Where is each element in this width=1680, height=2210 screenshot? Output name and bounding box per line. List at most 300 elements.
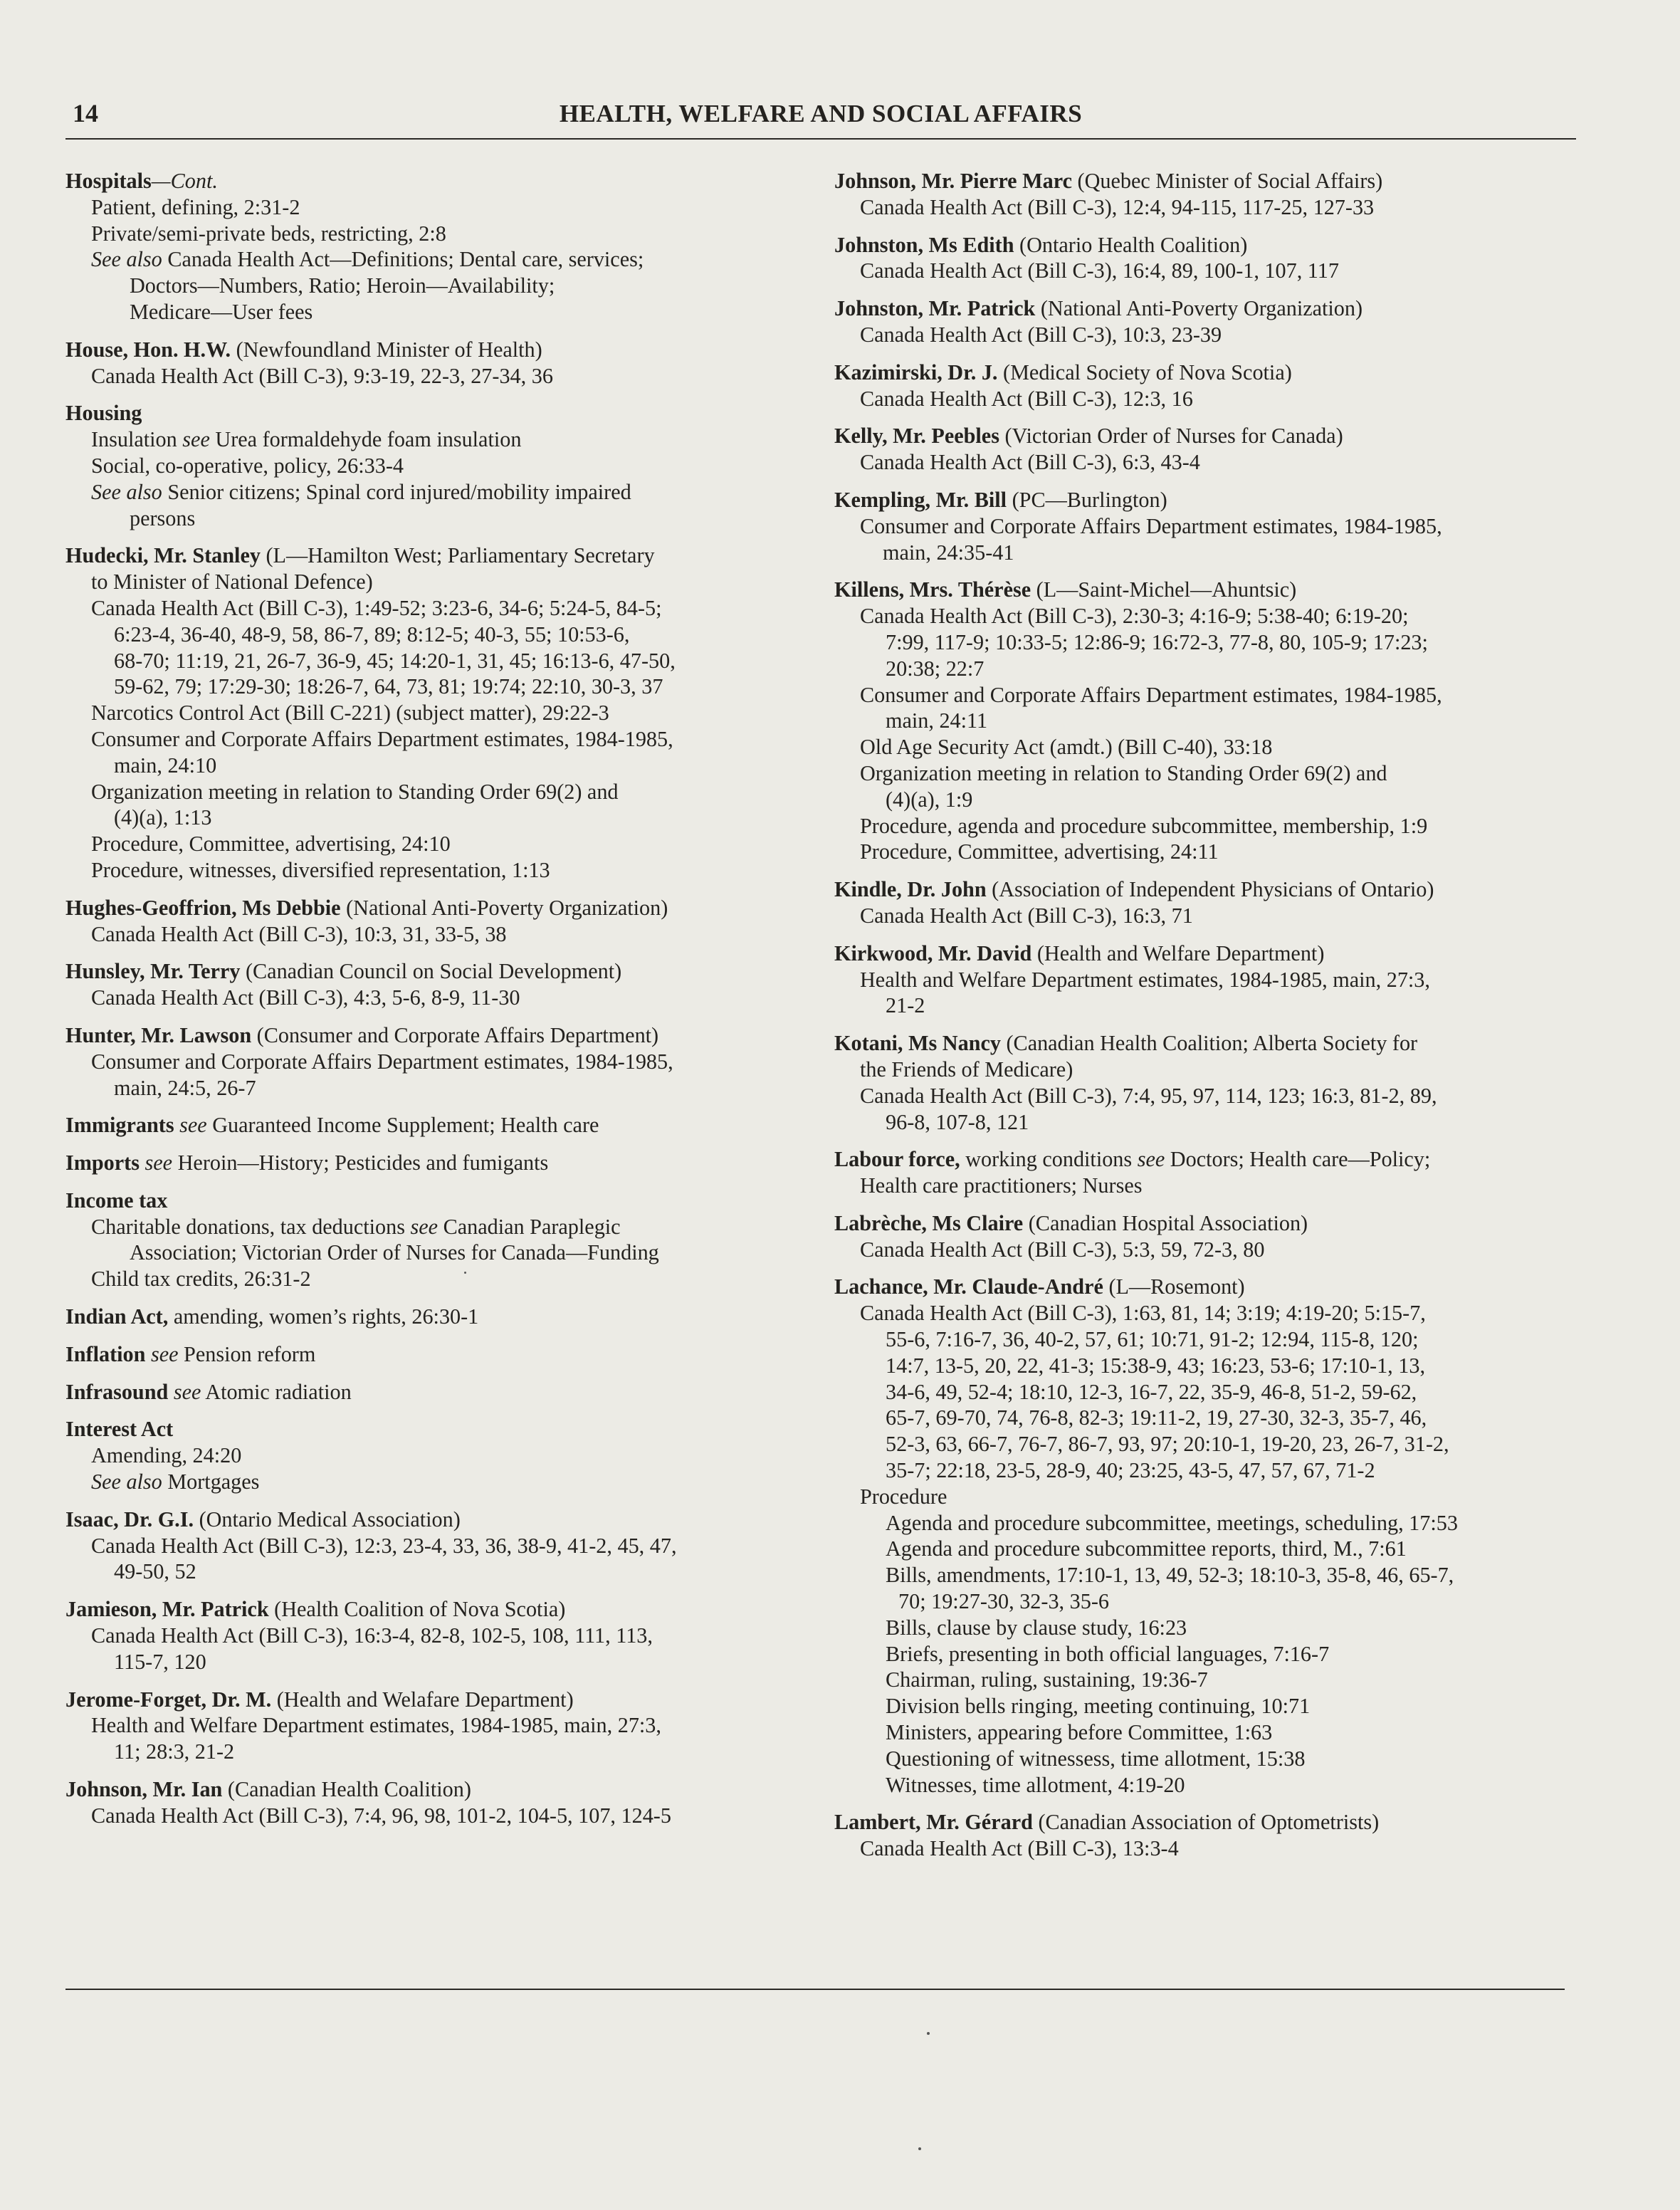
index-heading-line bbox=[65, 1022, 820, 1049]
index-heading-line bbox=[65, 543, 820, 569]
cross-reference-target: Doctors; Health care—Policy; bbox=[1165, 1147, 1431, 1172]
index-subentry-line bbox=[834, 1772, 1582, 1798]
subentry-text: Consumer and Corporate Affairs Department estimates, 1984-1985, bbox=[860, 513, 1442, 538]
subentry-text: Procedure, Committee, advertising, 24:11 bbox=[860, 839, 1219, 864]
subentry-text: main, 24:11 bbox=[886, 708, 988, 733]
index-entry bbox=[834, 1274, 1582, 1798]
index-heading: Lachance, Mr. Claude-André bbox=[834, 1274, 1103, 1299]
index-entry bbox=[834, 360, 1582, 412]
index-subentry-line bbox=[834, 1588, 1582, 1615]
index-subentry-line bbox=[834, 1484, 1582, 1510]
subentry-text: main, 24:5, 26-7 bbox=[114, 1075, 256, 1100]
index-heading-line bbox=[65, 168, 820, 194]
subentry-text: Organization meeting in relation to Standing Order 69(2) and bbox=[860, 760, 1387, 785]
heading-detail: (Canadian Health Coalition) bbox=[222, 1777, 471, 1802]
subentry-text: Canada Health Act (Bill C-3), 2:30-3; 4:16-9; 5:38-40; 6:19-20; bbox=[860, 604, 1409, 629]
index-entry bbox=[834, 577, 1582, 865]
index-subentry-line bbox=[834, 1719, 1582, 1746]
index-heading-line bbox=[65, 895, 820, 921]
index-heading: Kempling, Mr. Bill bbox=[834, 487, 1007, 512]
index-subentry-line bbox=[65, 921, 820, 948]
index-subentry-line bbox=[65, 753, 820, 779]
index-heading-line bbox=[65, 1304, 820, 1330]
index-heading-line bbox=[834, 295, 1582, 322]
index-heading: Lambert, Mr. Gérard bbox=[834, 1810, 1033, 1835]
index-heading: Kazimirski, Dr. J. bbox=[834, 360, 998, 384]
subentry-text: 14:7, 13-5, 20, 22, 41-3; 15:38-9, 43; 16:23, 53-6; 17:10-1, 13, bbox=[886, 1353, 1426, 1378]
index-subentry-line bbox=[65, 1559, 820, 1585]
subentry-text: Canada Health Act (Bill C-3), 5:3, 59, 72-3, 80 bbox=[860, 1237, 1265, 1262]
index-entry bbox=[834, 295, 1582, 348]
subentry-text: 52-3, 63, 66-7, 76-7, 86-7, 93, 97; 20:10-1, 19-20, 23, 26-7, 31-2, bbox=[886, 1432, 1449, 1457]
heading-detail bbox=[145, 1342, 151, 1366]
index-subentry-line bbox=[834, 656, 1582, 682]
subentry-text: Social, co-operative, policy, 26:33-4 bbox=[91, 453, 404, 478]
index-subentry-line bbox=[65, 857, 820, 884]
subentry-text: Canada Health Act (Bill C-3), 7:4, 95, 97, 114, 123; 16:3, 81-2, 89, bbox=[860, 1083, 1437, 1108]
subentry-text: Canada Health Act (Bill C-3), 16:3, 71 bbox=[860, 903, 1193, 928]
index-subentry-line bbox=[834, 1835, 1582, 1862]
subentry-text: 59-62, 79; 17:29-30; 18:26-7, 64, 73, 81; 19:74; 22:10, 30-3, 37 bbox=[114, 674, 663, 699]
heading-detail: (Health and Welafare Department) bbox=[271, 1687, 574, 1712]
index-subentry-line bbox=[834, 760, 1582, 787]
index-subentry-line bbox=[65, 1240, 820, 1266]
subentry-text: the Friends of Medicare) bbox=[860, 1057, 1073, 1082]
heading-detail bbox=[168, 1380, 174, 1404]
subentry-text: Canada Health Act (Bill C-3), 6:3, 43-4 bbox=[860, 450, 1200, 475]
cross-reference-marker: see bbox=[410, 1214, 439, 1239]
subentry-text: 35-7; 22:18, 23-5, 28-9, 40; 23:25, 43-5, 47, 57, 67, 71-2 bbox=[886, 1458, 1375, 1483]
subentry-text: Canada Health Act (Bill C-3), 12:3, 23-4, 33, 36, 38-9, 41-2, 45, 47, bbox=[91, 1533, 677, 1558]
heading-detail: (Canadian Association of Optometrists) bbox=[1032, 1810, 1380, 1835]
subentry-text: Procedure, witnesses, diversified representation, 1:13 bbox=[91, 857, 550, 882]
subentry-text: Health and Welfare Department estimates, 1984-1985, main, 27:3, bbox=[860, 967, 1430, 992]
index-entry bbox=[65, 1596, 820, 1675]
index-subentry-line bbox=[834, 1615, 1582, 1641]
subentry-text: 49-50, 52 bbox=[114, 1559, 196, 1584]
index-heading: Johnson, Mr. Ian bbox=[65, 1777, 223, 1802]
cross-reference-marker: —Cont. bbox=[151, 169, 218, 193]
subentry-text: Canada Health Act (Bill C-3), 1:63, 81, 14; 3:19; 4:19-20; 5:15-7, bbox=[860, 1301, 1426, 1326]
index-heading-line bbox=[834, 232, 1582, 258]
heading-detail: (National Anti-Poverty Organization) bbox=[340, 895, 668, 920]
index-heading: Kindle, Dr. John bbox=[834, 877, 987, 902]
subentry-text: 115-7, 120 bbox=[114, 1649, 206, 1674]
index-subentry-line bbox=[834, 1746, 1582, 1772]
index-heading: Kelly, Mr. Peebles bbox=[834, 424, 999, 449]
subentry-text: Canada Health Act (Bill C-3), 7:4, 96, 98, 101-2, 104-5, 107, 124-5 bbox=[91, 1803, 671, 1828]
index-subentry-line bbox=[65, 1442, 820, 1469]
subentry-text: Mortgages bbox=[162, 1470, 260, 1494]
index-heading-line bbox=[834, 941, 1582, 967]
index-subentry-line bbox=[834, 629, 1582, 656]
index-subentry-line bbox=[834, 967, 1582, 993]
subentry-text: Canada Health Act (Bill C-3), 13:3-4 bbox=[860, 1836, 1179, 1861]
index-heading-line bbox=[65, 1776, 820, 1803]
index-entry bbox=[834, 487, 1582, 565]
subentry-text: Doctors—Numbers, Ratio; Heroin—Availability; bbox=[130, 273, 555, 298]
index-heading: Johnson, Mr. Pierre Marc bbox=[834, 169, 1072, 193]
index-subentry-line bbox=[65, 221, 820, 247]
index-entry bbox=[65, 1022, 820, 1101]
subentry-text: to Minister of National Defence) bbox=[91, 570, 373, 595]
index-heading-line bbox=[834, 1210, 1582, 1237]
index-heading-line bbox=[834, 360, 1582, 386]
subentry-text: Medicare—User fees bbox=[130, 299, 313, 324]
heading-detail: working conditions bbox=[960, 1147, 1138, 1172]
index-heading-line bbox=[65, 1188, 820, 1214]
subentry-text: Division bells ringing, meeting continuing, 10:71 bbox=[886, 1694, 1311, 1719]
subentry-text: Association; Victorian Order of Nurses for Canada—Funding bbox=[130, 1240, 659, 1265]
index-heading-line bbox=[65, 400, 820, 426]
index-entry bbox=[65, 1188, 820, 1292]
subentry-text: (4)(a), 1:9 bbox=[886, 787, 973, 812]
heading-detail: (Ontario Medical Association) bbox=[194, 1507, 461, 1531]
index-entry bbox=[65, 168, 820, 325]
index-subentry-line bbox=[65, 1214, 820, 1240]
index-heading: Hudecki, Mr. Stanley bbox=[65, 543, 261, 568]
index-subentry-line bbox=[834, 1083, 1582, 1109]
index-subentry-line bbox=[834, 993, 1582, 1019]
index-heading: Hospitals bbox=[65, 169, 152, 193]
subentry-text: 20:38; 22:7 bbox=[886, 656, 985, 681]
subentry-text: 11; 28:3, 21-2 bbox=[114, 1739, 235, 1764]
index-subentry-line bbox=[65, 726, 820, 753]
subentry-text: Consumer and Corporate Affairs Department estimates, 1984-1985, bbox=[860, 682, 1442, 707]
index-heading-line bbox=[65, 1507, 820, 1533]
index-subentry-line bbox=[834, 603, 1582, 629]
cross-reference-marker: See also bbox=[91, 247, 162, 272]
index-heading: Hughes-Geoffrion, Ms Debbie bbox=[65, 895, 341, 920]
subentry-text: Witnesses, time allotment, 4:19-20 bbox=[886, 1772, 1185, 1797]
heading-detail: (Canadian Hospital Association) bbox=[1023, 1210, 1308, 1235]
subentry-text: Amending, 24:20 bbox=[91, 1443, 242, 1468]
cross-reference-marker: see bbox=[173, 1379, 201, 1404]
subentry-text: Canada Health Act (Bill C-3), 1:49-52; 3:23-6, 34-6; 5:24-5, 84-5; bbox=[91, 595, 662, 620]
index-subentry-line bbox=[65, 1623, 820, 1649]
index-subentry-line bbox=[834, 513, 1582, 540]
subentry-text: Procedure, Committee, advertising, 24:10 bbox=[91, 832, 451, 857]
index-subentry-line bbox=[834, 1641, 1582, 1667]
subentry-text: 96-8, 107-8, 121 bbox=[886, 1109, 1029, 1134]
heading-detail: (Newfoundland Minister of Health) bbox=[231, 337, 542, 362]
heading-detail: (Canadian Health Coalition; Alberta Society for bbox=[1000, 1031, 1418, 1056]
subentry-text: Consumer and Corporate Affairs Department estimates, 1984-1985, bbox=[91, 726, 673, 751]
index-heading-line bbox=[834, 1146, 1582, 1173]
subentry-text: Canada Health Act (Bill C-3), 9:3-19, 22-3, 27-34, 36 bbox=[91, 363, 553, 388]
cross-reference-target: Canadian Paraplegic bbox=[438, 1214, 621, 1239]
footer-rule bbox=[65, 1989, 1565, 1990]
cross-reference-marker: see bbox=[179, 1113, 207, 1138]
index-subentry-line bbox=[834, 386, 1582, 412]
index-heading: Labour force, bbox=[834, 1147, 960, 1172]
index-heading-line bbox=[65, 1379, 820, 1405]
index-entry bbox=[834, 423, 1582, 476]
index-heading-line bbox=[65, 1687, 820, 1713]
index-entry bbox=[834, 1210, 1582, 1263]
cross-reference-target: Atomic radiation bbox=[201, 1379, 352, 1404]
index-subentry-line bbox=[65, 246, 820, 273]
subentry-text: Patient, defining, 2:31-2 bbox=[91, 194, 300, 219]
index-subentry-line bbox=[65, 506, 820, 532]
heading-detail: (Medical Society of Nova Scotia) bbox=[997, 360, 1292, 384]
index-subentry-line bbox=[834, 258, 1582, 284]
heading-detail: (Health Coalition of Nova Scotia) bbox=[268, 1597, 566, 1622]
index-subentry-line bbox=[65, 1803, 820, 1829]
index-subentry-line bbox=[65, 831, 820, 857]
heading-detail: (PC—Burlington) bbox=[1007, 487, 1167, 512]
index-entry bbox=[65, 1687, 820, 1765]
cross-reference-target: Heroin—History; Pesticides and fumigants bbox=[172, 1151, 549, 1175]
subentry-text: Questioning of witnessess, time allotment, 15:38 bbox=[886, 1746, 1306, 1771]
cross-reference-marker: see bbox=[1137, 1147, 1165, 1172]
index-heading: Infrasound bbox=[65, 1379, 169, 1404]
index-subentry-line bbox=[65, 805, 820, 831]
index-subentry-line bbox=[65, 569, 820, 595]
cross-reference-marker: see bbox=[182, 427, 210, 452]
heading-detail: (Association of Independent Physicians of Ontario) bbox=[986, 877, 1434, 902]
index-subentry-line bbox=[834, 1109, 1582, 1136]
index-entry bbox=[65, 543, 820, 883]
index-subentry-line bbox=[65, 1739, 820, 1765]
index-heading: Interest Act bbox=[65, 1417, 174, 1442]
subentry-text: Chairman, ruling, sustaining, 19:36-7 bbox=[886, 1667, 1208, 1692]
index-column-left bbox=[65, 168, 820, 1840]
index-entry bbox=[65, 895, 820, 948]
index-subentry-line bbox=[834, 1693, 1582, 1719]
index-subentry-line bbox=[65, 194, 820, 221]
index-heading-line bbox=[65, 1150, 820, 1176]
index-entry bbox=[834, 1146, 1582, 1199]
subentry-text: Canada Health Act (Bill C-3), 12:3, 16 bbox=[860, 386, 1193, 411]
index-subentry-line bbox=[834, 1405, 1582, 1431]
index-subentry-line bbox=[834, 1562, 1582, 1588]
heading-detail: (Quebec Minister of Social Affairs) bbox=[1071, 169, 1383, 193]
index-heading: Isaac, Dr. G.I. bbox=[65, 1507, 194, 1531]
subentry-text: 55-6, 7:16-7, 36, 40-2, 57, 61; 10:71, 91-2; 12:94, 115-8, 120; bbox=[886, 1327, 1419, 1352]
cross-reference-marker: see bbox=[145, 1151, 173, 1175]
heading-detail: (L—Hamilton West; Parliamentary Secretary bbox=[260, 543, 655, 568]
heading-detail: amending, women’s rights, 26:30-1 bbox=[168, 1304, 479, 1329]
subentry-text: Agenda and procedure subcommittee, meetings, scheduling, 17:53 bbox=[886, 1510, 1458, 1535]
index-subentry-line bbox=[834, 1667, 1582, 1693]
index-subentry-line bbox=[834, 1379, 1582, 1405]
index-subentry-line bbox=[834, 1057, 1582, 1083]
cross-reference-target: Pension reform bbox=[178, 1341, 316, 1366]
subentry-text: 70; 19:27-30, 32-3, 35-6 bbox=[898, 1589, 1109, 1614]
index-entry bbox=[65, 958, 820, 1011]
index-subentry-line bbox=[65, 622, 820, 648]
index-subentry-line bbox=[65, 1266, 820, 1292]
subentry-text: Private/semi-private beds, restricting, 2:8 bbox=[91, 221, 446, 246]
index-entry bbox=[65, 337, 820, 389]
page-header bbox=[65, 98, 1576, 140]
index-entry bbox=[834, 232, 1582, 285]
index-subentry-line bbox=[834, 1173, 1582, 1199]
index-subentry-line bbox=[65, 273, 820, 299]
index-entry bbox=[65, 1112, 820, 1138]
subentry-text: Canada Health Act—Definitions; Dental care, services; bbox=[162, 247, 644, 272]
subentry-text: main, 24:10 bbox=[114, 753, 217, 777]
heading-detail: (L—Rosemont) bbox=[1103, 1274, 1245, 1299]
cross-reference-target: Urea formaldehyde foam insulation bbox=[209, 427, 522, 452]
index-entry bbox=[65, 1341, 820, 1368]
index-subentry-line bbox=[65, 1649, 820, 1675]
heading-detail: (Canadian Council on Social Development) bbox=[240, 959, 622, 984]
subentry-text: Insulation bbox=[91, 427, 183, 452]
running-title: HEALTH, WELFARE AND SOCIAL AFFAIRS bbox=[559, 100, 1083, 127]
index-heading: Jerome-Forget, Dr. M. bbox=[65, 1687, 272, 1712]
index-heading-line bbox=[834, 423, 1582, 449]
subentry-text: Bills, clause by clause study, 16:23 bbox=[886, 1615, 1187, 1640]
heading-detail: (Consumer and Corporate Affairs Department) bbox=[251, 1022, 659, 1047]
subentry-text: Procedure, agenda and procedure subcommittee, membership, 1:9 bbox=[860, 813, 1428, 838]
index-subentry-line bbox=[65, 479, 820, 506]
subentry-text: Canada Health Act (Bill C-3), 12:4, 94-115, 117-25, 127-33 bbox=[860, 194, 1375, 219]
index-heading-line bbox=[65, 1416, 820, 1442]
index-subentry-line bbox=[834, 1237, 1582, 1263]
index-subentry-line bbox=[65, 1049, 820, 1075]
cross-reference-marker: see bbox=[150, 1341, 179, 1366]
index-heading-line bbox=[834, 577, 1582, 603]
heading-detail: (Victorian Order of Nurses for Canada) bbox=[999, 424, 1343, 449]
index-subentry-line bbox=[834, 194, 1582, 221]
index-subentry-line bbox=[65, 1533, 820, 1559]
subentry-text: Canada Health Act (Bill C-3), 16:3-4, 82-8, 102-5, 108, 111, 113, bbox=[91, 1623, 653, 1648]
index-heading: Income tax bbox=[65, 1188, 168, 1213]
subentry-text: Organization meeting in relation to Standing Order 69(2) and bbox=[91, 779, 619, 804]
index-heading-line bbox=[834, 1809, 1582, 1835]
index-subentry-line bbox=[834, 839, 1582, 865]
index-subentry-line bbox=[65, 779, 820, 805]
subentry-text: 68-70; 11:19, 21, 26-7, 36-9, 45; 14:20-1, 31, 45; 16:13-6, 47-50, bbox=[114, 648, 676, 673]
index-subentry-line bbox=[834, 1536, 1582, 1562]
index-heading-line bbox=[834, 168, 1582, 194]
subentry-text: Health and Welfare Department estimates, 1984-1985, main, 27:3, bbox=[91, 1713, 661, 1738]
subentry-text: Senior citizens; Spinal cord injured/mobility impaired bbox=[162, 479, 631, 504]
subentry-text: persons bbox=[130, 506, 196, 530]
subentry-text: Consumer and Corporate Affairs Department estimates, 1984-1985, bbox=[91, 1049, 673, 1074]
print-speck bbox=[927, 2032, 930, 2035]
index-entry bbox=[834, 168, 1582, 221]
index-heading: Jamieson, Mr. Patrick bbox=[65, 1597, 269, 1622]
subentry-text: Old Age Security Act (amdt.) (Bill C-40), 33:18 bbox=[860, 735, 1273, 760]
index-entry bbox=[834, 1030, 1582, 1135]
index-heading: Labrèche, Ms Claire bbox=[834, 1210, 1024, 1235]
index-column-right bbox=[834, 168, 1582, 1873]
index-entry bbox=[65, 1379, 820, 1405]
subentry-text: 7:99, 117-9; 10:33-5; 12:86-9; 16:72-3, 77-8, 80, 105-9; 17:23; bbox=[886, 629, 1428, 654]
heading-detail: (L—Saint-Michel—Ahuntsic) bbox=[1031, 577, 1297, 602]
index-subentry-line bbox=[834, 449, 1582, 476]
index-subentry-line bbox=[834, 1457, 1582, 1484]
index-entry bbox=[65, 1776, 820, 1829]
subentry-text: Canada Health Act (Bill C-3), 10:3, 31, 33-5, 38 bbox=[91, 921, 507, 946]
index-subentry-line bbox=[65, 1712, 820, 1739]
index-subentry-line bbox=[65, 363, 820, 389]
index-heading: Hunsley, Mr. Terry bbox=[65, 959, 241, 984]
index-subentry-line bbox=[834, 682, 1582, 708]
subentry-text: Child tax credits, 26:31-2 bbox=[91, 1267, 311, 1292]
index-subentry-line bbox=[834, 734, 1582, 760]
index-heading: Imports bbox=[65, 1151, 140, 1175]
subentry-text: 65-7, 69-70, 74, 76-8, 82-3; 19:11-2, 19, 27-30, 32-3, 35-7, 46, bbox=[886, 1405, 1427, 1430]
subentry-text: 21-2 bbox=[886, 993, 925, 1018]
index-heading: Immigrants bbox=[65, 1113, 174, 1138]
index-entry bbox=[65, 1150, 820, 1176]
subentry-text: Health care practitioners; Nurses bbox=[860, 1173, 1143, 1198]
index-subentry-line bbox=[65, 299, 820, 325]
index-subentry-line bbox=[65, 453, 820, 479]
heading-detail: (National Anti-Poverty Organization) bbox=[1035, 296, 1363, 321]
index-subentry-line bbox=[834, 1431, 1582, 1457]
index-entry bbox=[834, 1809, 1582, 1862]
index-subentry-line bbox=[834, 322, 1582, 348]
index-heading-line bbox=[65, 1596, 820, 1623]
index-entry bbox=[65, 1304, 820, 1330]
index-heading: Johnston, Ms Edith bbox=[834, 232, 1014, 257]
index-heading-line bbox=[65, 1112, 820, 1138]
index-subentry-line bbox=[65, 700, 820, 726]
index-subentry-line bbox=[65, 426, 820, 453]
print-speck bbox=[464, 1272, 466, 1274]
cross-reference-marker: See also bbox=[91, 1470, 162, 1494]
index-entry bbox=[834, 876, 1582, 929]
subentry-text: Procedure bbox=[860, 1484, 947, 1509]
subentry-text: Charitable donations, tax deductions bbox=[91, 1214, 411, 1239]
index-subentry-line bbox=[65, 595, 820, 622]
index-heading: House, Hon. H.W. bbox=[65, 337, 231, 362]
index-entry bbox=[834, 941, 1582, 1019]
index-heading: Inflation bbox=[65, 1341, 146, 1366]
heading-detail: (Health and Welfare Department) bbox=[1031, 941, 1325, 965]
index-subentry-line bbox=[834, 787, 1582, 813]
index-heading: Johnston, Mr. Patrick bbox=[834, 296, 1036, 321]
subentry-text: Canada Health Act (Bill C-3), 10:3, 23-39 bbox=[860, 322, 1222, 347]
subentry-text: Briefs, presenting in both official languages, 7:16-7 bbox=[886, 1641, 1330, 1666]
index-subentry-line bbox=[834, 1353, 1582, 1379]
index-subentry-line bbox=[65, 674, 820, 700]
index-heading: Indian Act, bbox=[65, 1304, 169, 1329]
index-subentry-line bbox=[834, 903, 1582, 929]
index-heading-line bbox=[834, 487, 1582, 513]
subentry-text: 6:23-4, 36-40, 48-9, 58, 86-7, 89; 8:12-5; 40-3, 55; 10:53-6, bbox=[114, 622, 630, 646]
index-heading-line bbox=[65, 337, 820, 363]
index-subentry-line bbox=[834, 1510, 1582, 1536]
index-subentry-line bbox=[834, 540, 1582, 566]
subentry-text: (4)(a), 1:13 bbox=[114, 805, 212, 830]
subentry-text: Canada Health Act (Bill C-3), 16:4, 89, 100-1, 107, 117 bbox=[860, 258, 1339, 283]
index-heading-line bbox=[834, 876, 1582, 903]
subentry-text: main, 24:35-41 bbox=[883, 540, 1014, 565]
index-heading-line bbox=[834, 1274, 1582, 1300]
index-heading: Hunter, Mr. Lawson bbox=[65, 1022, 252, 1047]
print-speck bbox=[918, 2147, 921, 2150]
index-subentry-line bbox=[65, 1469, 820, 1495]
index-subentry-line bbox=[65, 985, 820, 1011]
index-heading-line bbox=[834, 1030, 1582, 1057]
index-heading-line bbox=[65, 958, 820, 985]
subentry-text: 34-6, 49, 52-4; 18:10, 12-3, 16-7, 22, 35-9, 46-8, 51-2, 59-62, bbox=[886, 1379, 1417, 1404]
index-subentry-line bbox=[65, 648, 820, 674]
index-heading: Housing bbox=[65, 401, 142, 426]
index-heading: Kotani, Ms Nancy bbox=[834, 1031, 1001, 1056]
index-subentry-line bbox=[834, 1300, 1582, 1326]
heading-detail: (Ontario Health Coalition) bbox=[1014, 232, 1248, 257]
index-entry bbox=[65, 1507, 820, 1585]
cross-reference-target: Guaranteed Income Supplement; Health care bbox=[206, 1113, 599, 1138]
index-heading: Kirkwood, Mr. David bbox=[834, 941, 1032, 965]
